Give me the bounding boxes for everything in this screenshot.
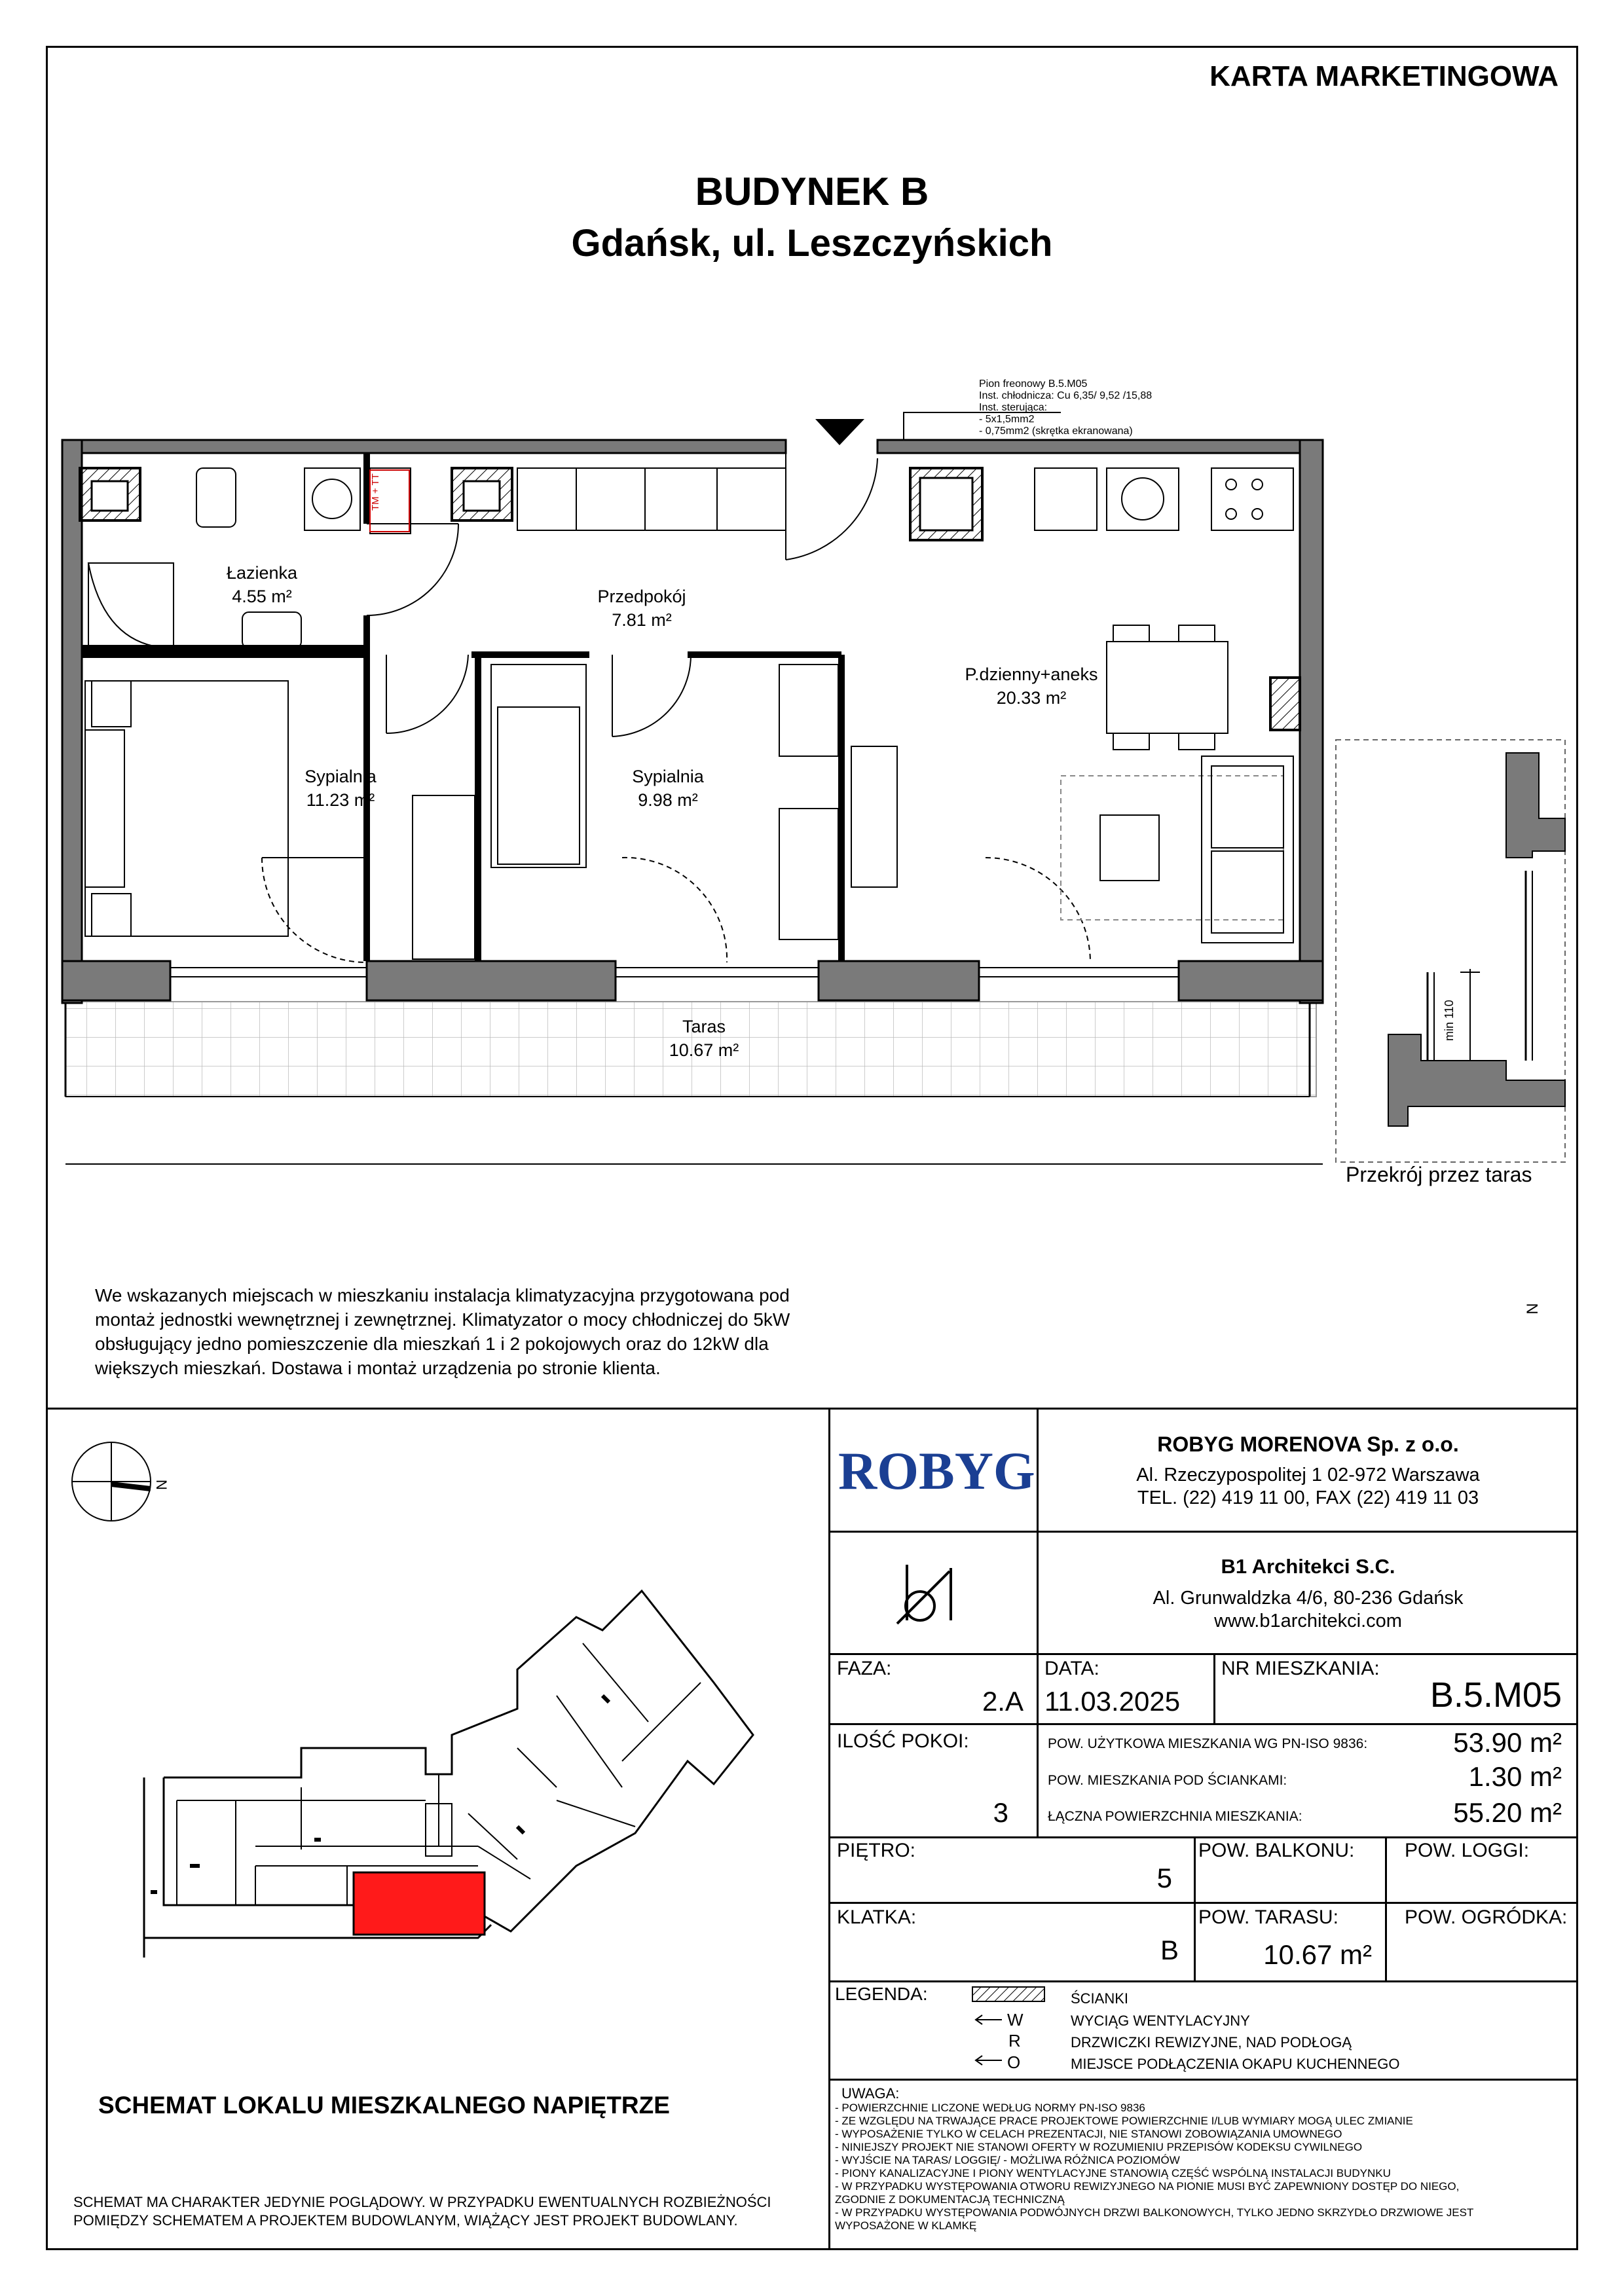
north-label-large: N xyxy=(1522,1303,1541,1315)
divider-main xyxy=(46,1408,1578,1410)
pokoje-label: ILOŚĆ POKOI: xyxy=(837,1730,969,1752)
note-item: - NINIEJSZY PROJEKT NIE STANOWI OFERTY W ROZUMIENIU PRZEPISÓW KODEKSU CYWILNEGO xyxy=(835,2141,1363,2153)
pow-lacz-label: ŁĄCZNA POWIERZCHNIA MIESZKANIA: xyxy=(1048,1809,1302,1824)
north-arrow-small xyxy=(72,1442,151,1521)
room-bathroom: Łazienka 4.55 m² xyxy=(226,563,298,606)
taras-label: POW. TARASU: xyxy=(1198,1906,1338,1928)
schematic-title: SCHEMAT LOKALU MIESZKALNEGO NAPIĘTRZE xyxy=(98,2092,670,2119)
faza-value: 2.A xyxy=(982,1686,1024,1717)
klatka-label: KLATKA: xyxy=(837,1906,917,1928)
data-value: 11.03.2025 xyxy=(1044,1686,1181,1717)
pow-uz-label: POW. UŻYTKOWA MIESZKANIA WG PN-ISO 9836: xyxy=(1048,1736,1368,1751)
row-divider-arch xyxy=(828,1653,1578,1655)
row-divider-5 xyxy=(828,2079,1578,2081)
legend-r-symbol: R xyxy=(1008,2031,1021,2050)
apartment-highlight xyxy=(354,1872,485,1935)
pietro-value: 5 xyxy=(1156,1863,1172,1893)
architect-web: www.b1architekci.com xyxy=(1214,1611,1402,1631)
terrace-section xyxy=(1336,740,1565,1162)
north-label-small: N xyxy=(153,1480,170,1490)
schematic-disclaimer: SCHEMAT MA CHARAKTER JEDYNIE POGLĄDOWY. W PRZYPADKU EWENTUALNYCH ROZBIEŻNOŚCI POMIĘDZY SCHEMATEM A PROJEKTEM BUDOWLANYM, WIĄŻĄCY JEST PROJEKT BUDOWLANY. xyxy=(73,2194,771,2229)
legend-o-symbol: O xyxy=(1007,2052,1021,2072)
pow-sc-value: 1.30 m² xyxy=(1468,1761,1562,1792)
table-left-border xyxy=(828,1408,830,2250)
pow-sc-label: POW. MIESZKANIA POD ŚCIANKAMI: xyxy=(1048,1773,1287,1788)
card-title: KARTA MARKETINGOWA xyxy=(1209,60,1559,92)
architect-name: B1 Architekci S.C. xyxy=(1221,1555,1395,1578)
note-item: - W PRZYPADKU WYSTĘPOWANIA PODWÓJNYCH DRZWI BALKONOWYCH, TYLKO JEDNO SKRZYDŁO DRZWIOWE JEST WYPOSAŻONE W KLAMKĘ xyxy=(835,2206,1474,2232)
balkon-label: POW. BALKONU: xyxy=(1198,1840,1355,1861)
data-label: DATA: xyxy=(1044,1658,1099,1679)
b1-logo xyxy=(891,1561,969,1627)
row-divider-3 xyxy=(828,1902,1578,1904)
room-hall: Przedpokój 7.81 m² xyxy=(597,587,686,630)
taras-value: 10.67 m² xyxy=(1263,1939,1372,1970)
architect-address: Al. Grunwaldzka 4/6, 80-236 Gdańsk xyxy=(1153,1588,1464,1609)
row-divider-2 xyxy=(828,1836,1578,1838)
pietro-label: PIĘTRO: xyxy=(837,1840,916,1861)
ogrodek-label: POW. OGRÓDKA: xyxy=(1405,1906,1568,1928)
col-pokoje xyxy=(1037,1723,1039,1836)
col-faza-data xyxy=(1037,1653,1039,1723)
note-item: - WYPOSAŻENIE TYLKO W CELACH PREZENTACJI, NIE STANOWI ZOBOWIĄZANIA UMOWNEGO xyxy=(835,2128,1342,2140)
building-title: BUDYNEK B xyxy=(695,170,929,213)
windows xyxy=(170,968,1179,977)
notes-list xyxy=(835,2102,1568,2232)
loggia-label: POW. LOGGI: xyxy=(1405,1840,1530,1861)
note-item: - W PRZYPADKU WYSTĘPOWANIA OTWORU REWIZYJNEGO NA PIONIE MUSI BYĆ ZAPEWNIONY DOSTĘP DO NIEGO, ZGODNIE Z DOKUMENTACJĄ TECHNICZNĄ xyxy=(835,2180,1460,2206)
exterior-walls xyxy=(62,440,1323,1003)
tm-tt-label: TM + TT xyxy=(370,473,381,511)
legend-item-hood: MIEJSCE PODŁĄCZENIA OKAPU KUCHENNEGO xyxy=(1071,2056,1400,2072)
row-divider-1 xyxy=(828,1723,1578,1725)
section-caption: Przekrój przez taras xyxy=(1346,1163,1532,1186)
section-dim: min 110 xyxy=(1443,1000,1456,1041)
room-bedroom-1: Sypialnia 11.23 m² xyxy=(304,767,377,810)
pokoje-value: 3 xyxy=(993,1797,1008,1828)
address-title: Gdańsk, ul. Leszczyńskich xyxy=(571,222,1053,264)
legend-w-symbol: W xyxy=(1007,2010,1024,2030)
legend-item-walls: ŚCIANKI xyxy=(1071,1990,1129,2007)
nr-value: B.5.M05 xyxy=(1430,1675,1562,1715)
col-pietro-2 xyxy=(1385,1836,1387,1980)
ac-note: We wskazanych miejscach w mieszkaniu instalacja klimatyzacyjna przygotowana pod montaż jednostki wewnętrznej i zewnętrznej. Klimatyzator o mocy chłodniczej do 5kW obsługujący jedno pomieszczenie dla mieszkań 1 i 2 pokojowych oraz do 12kW dla większych mieszkań. Dostawa i montaż urządzenia po stronie klienta. xyxy=(95,1285,790,1378)
building-schematic xyxy=(59,1421,812,1958)
row-divider-4 xyxy=(828,1980,1578,1982)
row-divider-dev xyxy=(828,1531,1578,1533)
faza-label: FAZA: xyxy=(837,1658,892,1679)
riser-note: Pion freonowy B.5.M05 Inst. chłodnicza: Cu 6,35/ 9,52 /15,88 Inst. sterująca: - 5x1,5mm2 - 0,75mm2 (skrętka ekranowana) xyxy=(979,378,1153,437)
pow-lacz-value: 55.20 m² xyxy=(1453,1797,1562,1828)
room-bedroom-2: Sypialnia 9.98 m² xyxy=(632,767,704,810)
legend-item-hatch: DRZWICZKI REWIZYJNE, NAD PODŁOGĄ xyxy=(1071,2034,1352,2050)
developer-phone: TEL. (22) 419 11 00, FAX (22) 419 11 03 xyxy=(1137,1487,1479,1508)
klatka-value: B xyxy=(1160,1935,1179,1965)
robyg-logo: ROBYG xyxy=(838,1441,1035,1501)
col-data-nr xyxy=(1213,1653,1215,1723)
entrance-arrow xyxy=(815,419,864,445)
nr-label: NR MIESZKANIA: xyxy=(1221,1658,1380,1679)
interior-walls xyxy=(82,453,841,961)
legend-item-vent: WYCIĄG WENTYLACYJNY xyxy=(1071,2013,1250,2029)
developer-address: Al. Rzeczypospolitej 1 02-972 Warszawa xyxy=(1136,1465,1480,1485)
col-pietro-1 xyxy=(1194,1836,1196,1980)
legend-title: LEGENDA: xyxy=(835,1984,928,2004)
note-item: - PIONY KANALIZACYJNE I PIONY WENTYLACYJNE STANOWIĄ CZĘŚĆ WSPÓLNĄ INSTALACJI BUDYNKU xyxy=(835,2167,1391,2179)
note-item: - WYJŚCIE NA TARAS/ LOGGIĘ/ - MOŻLIWA RÓŻNICA POZIOMÓW xyxy=(835,2154,1180,2166)
note-item: - POWIERZCHNIE LICZONE WEDŁUG NORMY PN-ISO 9836 xyxy=(835,2102,1145,2114)
note-item: - ZE WZGLĘDU NA TRWAJĄCE PRACE PROJEKTOWE POWIERZCHNIE I/LUB WYMIARY MOGĄ ULEC ZMIANIE xyxy=(835,2115,1413,2127)
pow-uz-value: 53.90 m² xyxy=(1453,1727,1562,1758)
room-terrace: Taras 10.67 m² xyxy=(669,1017,739,1060)
notes-title: UWAGA: xyxy=(841,2085,900,2102)
room-living: P.dzienny+aneks 20.33 m² xyxy=(965,665,1098,708)
developer-name: ROBYG MORENOVA Sp. z o.o. xyxy=(1157,1432,1459,1456)
